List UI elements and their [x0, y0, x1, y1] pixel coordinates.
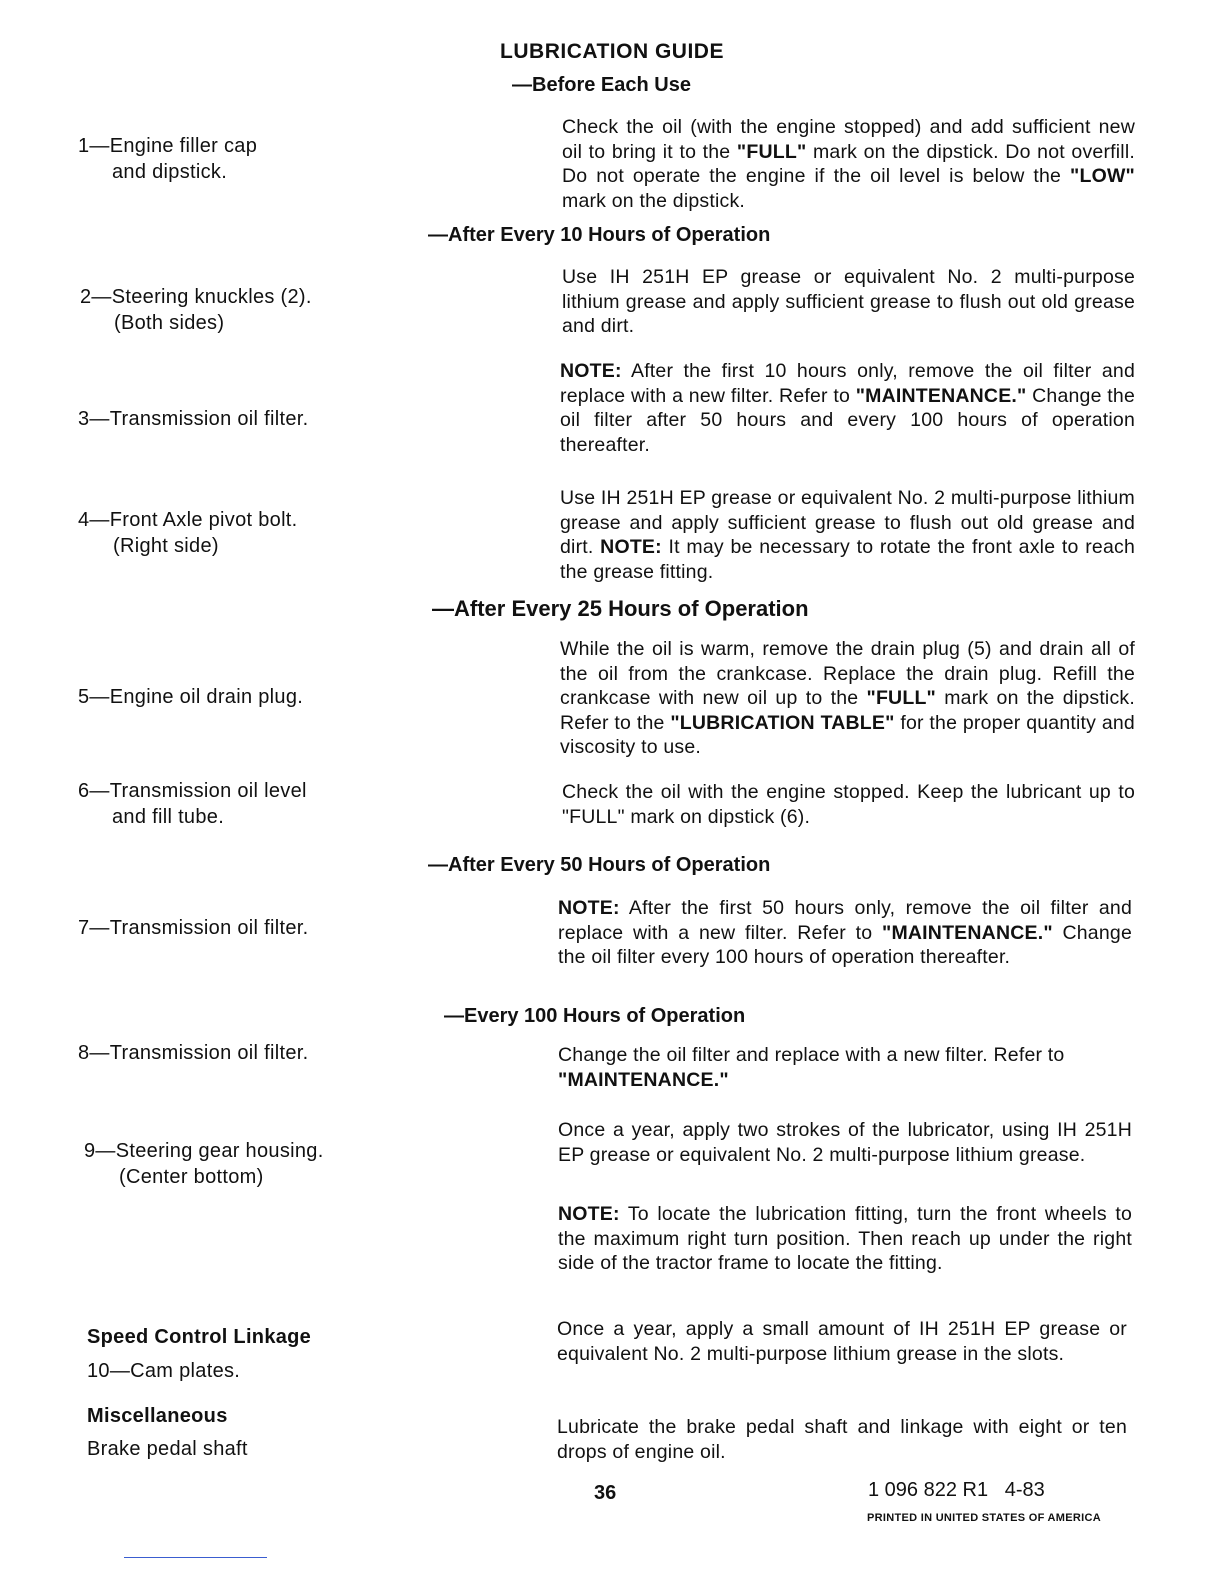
item-label: 7—Transmission oil filter.: [78, 917, 309, 939]
item-brake-pedal-shaft: [87, 1436, 248, 1462]
item-label: 9—Steering gear housing.: [84, 1140, 324, 1162]
heading-every-100-hours: —Every 100 Hours of Operation: [444, 1005, 746, 1027]
item-4: [78, 507, 298, 559]
heading-before-each-use: —Before Each Use: [512, 74, 691, 96]
section-miscellaneous: Miscellaneous: [87, 1405, 228, 1427]
item-label: 8—Transmission oil filter.: [78, 1042, 309, 1064]
item-label: 2—Steering knuckles (2).: [80, 286, 312, 308]
item-label: 5—Engine oil drain plug.: [78, 686, 304, 708]
heading-every-10-hours: —After Every 10 Hours of Operation: [428, 224, 771, 246]
paragraph-4: Use IH 251H EP grease or equivalent No. 2 multi-purpose lithium grease and apply sufficient grease to flush out old grease and dirt. NOTE: It may be necessary to rotate the front axle to reach the grease fitting.: [560, 487, 1136, 583]
paragraph-10: NOTE: To locate the lubrication fitting, turn the front wheels to the maximum right turn position. Then reach up under the right side of the tractor frame to locate the fitting.: [558, 1203, 1132, 1274]
paragraph-8: Change the oil filter and replace with a new filter. Refer to "MAINTENANCE.": [558, 1044, 1065, 1091]
item-label: Brake pedal shaft: [87, 1438, 248, 1460]
page-number: 36: [594, 1482, 617, 1504]
paragraph-1: Check the oil (with the engine stopped) and add sufficient new oil to bring it to the "FULL" mark on the dipstick. Do not overfill. Do not operate the engine if the oil level is below the "LOW" mark on the dipstick.: [562, 116, 1135, 212]
paragraph-12: Lubricate the brake pedal shaft and linkage with eight or ten drops of engine oil.: [557, 1416, 1127, 1463]
item-sublabel: (Right side): [113, 535, 219, 557]
paragraph-7: NOTE: After the first 50 hours only, remove the oil filter and replace with a new filter. Refer to "MAINTENANCE." Change the oil filter every 100 hours of operation thereafter.: [558, 897, 1132, 968]
item-6: [78, 778, 307, 830]
item-2: [80, 284, 312, 336]
page-title: LUBRICATION GUIDE: [500, 40, 724, 63]
item-label: 6—Transmission oil level: [78, 780, 307, 802]
heading-every-50-hours: —After Every 50 Hours of Operation: [428, 854, 771, 876]
item-7: [78, 915, 308, 941]
item-sublabel: (Center bottom): [119, 1166, 264, 1188]
item-1: [78, 133, 257, 185]
section-speed-control-linkage: Speed Control Linkage: [87, 1326, 312, 1348]
paragraph-2: Use IH 251H EP grease or equivalent No. 2 multi-purpose lithium grease and apply sufficient grease to flush out old grease and dirt.: [562, 266, 1135, 337]
item-label: 4—Front Axle pivot bolt.: [78, 509, 298, 531]
item-8: [78, 1040, 308, 1066]
paragraph-11: Once a year, apply a small amount of IH 251H EP grease or equivalent No. 2 multi-purpose lithium grease in the slots.: [557, 1318, 1127, 1365]
item-label: 3—Transmission oil filter.: [78, 408, 309, 430]
paragraph-6: Check the oil with the engine stopped. Keep the lubricant up to "FULL" mark on dipstick (6).: [562, 781, 1135, 828]
item-label: 1—Engine filler cap: [78, 135, 258, 157]
paragraph-3: NOTE: After the first 10 hours only, remove the oil filter and replace with a new filter. Refer to "MAINTENANCE." Change the oil filter after 50 hours and every 100 hours of operation thereafter.: [560, 360, 1135, 456]
heading-every-25-hours: —After Every 25 Hours of Operation: [432, 596, 809, 621]
item-sublabel: (Both sides): [114, 312, 225, 334]
item-sublabel: and fill tube.: [112, 806, 225, 828]
item-3: [78, 406, 308, 432]
paragraph-5: While the oil is warm, remove the drain plug (5) and drain all of the oil from the crankcase. Replace the drain plug. Refill the crankcase with new oil up to the "FULL" mark on the dipstick. Refer to the "LUBRICATION TABLE" for the proper quantity and viscosity to use.: [560, 638, 1135, 758]
item-10: [87, 1358, 240, 1384]
item-label: 10—Cam plates.: [87, 1360, 241, 1382]
printed-in-label: PRINTED IN UNITED STATES OF AMERICA: [867, 1512, 1101, 1524]
paragraph-9: Once a year, apply two strokes of the lubricator, using IH 251H EP grease or equivalent No. 2 multi-purpose lithium grease.: [558, 1119, 1132, 1166]
part-code: 1 096 822 R1 4-83: [868, 1479, 1045, 1501]
item-sublabel: and dipstick.: [112, 161, 228, 183]
footer-rule: [124, 1557, 267, 1558]
item-5: [78, 684, 303, 710]
item-9: [84, 1138, 324, 1190]
